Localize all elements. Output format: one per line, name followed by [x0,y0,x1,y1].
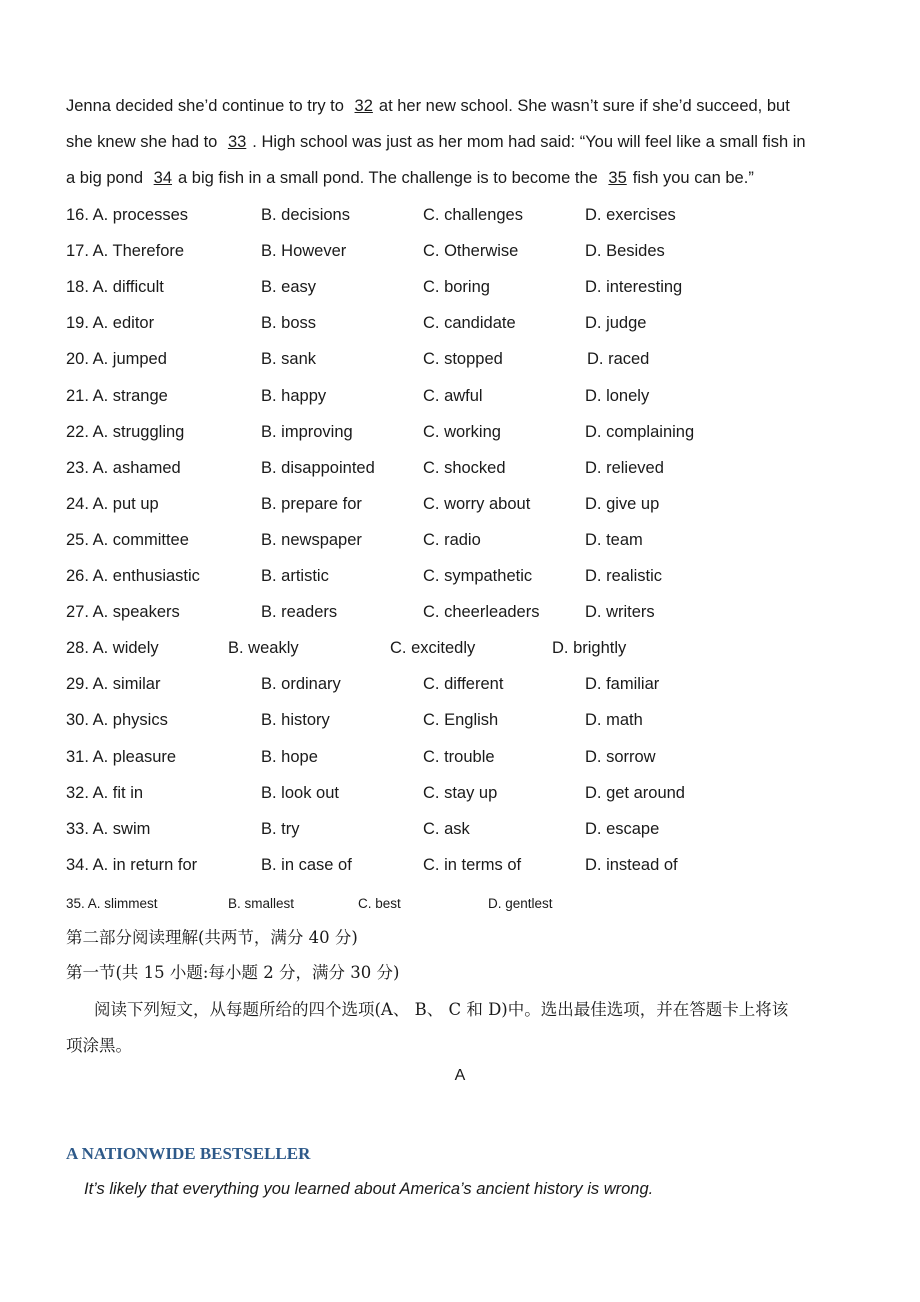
option-c: C. radio [423,530,481,549]
question-number: 34. [66,855,89,874]
question-row [66,494,159,514]
option-b: B. However [261,242,347,261]
option-d: D. raced [587,350,650,369]
option-c: C. stopped [423,350,503,369]
passage-line-2: she knew she had to 33 . High school was just as her mom had said: “You will feel like a small fish in [66,133,806,151]
option-d: D. judge [585,314,647,333]
question-row [66,674,160,694]
option-c: C. excitedly [390,639,476,658]
question-number: 30. [66,711,89,730]
question-number: 33. [66,819,89,838]
question-row [66,205,188,225]
option-c: C. candidate [423,314,516,333]
question-row [66,277,164,297]
option-c: C. ask [423,819,470,838]
option-b: B. boss [261,314,317,333]
option-a: A. fit in [92,783,144,802]
option-a: A. slimmest [87,895,158,911]
option-d: D. get around [585,783,685,802]
question-number: 29. [66,675,89,694]
section1-title: 第一节(共 15 小题:每小题 2 分，满分 30 分) [66,963,400,982]
option-b: B. readers [261,603,338,622]
question-row [66,855,197,875]
question-number: 23. [66,458,89,477]
option-a: A. speakers [92,603,180,622]
option-d: D. sorrow [585,747,656,766]
option-a: A. editor [92,314,155,333]
option-d: D. gentlest [488,895,553,911]
option-d: D. complaining [585,422,695,441]
question-row [66,819,150,839]
option-c: C. in terms of [423,855,522,874]
question-row [66,783,143,803]
question-row [66,313,154,333]
option-a: A. in return for [92,855,198,874]
option-a: A. Therefore [92,242,185,261]
question-number: 17. [66,242,89,261]
option-d: D. lonely [585,386,650,405]
option-b: B. try [261,819,300,838]
option-c: C. shocked [423,458,506,477]
option-c: C. working [423,422,501,441]
option-b: B. artistic [261,567,329,585]
option-d: D. instead of [585,855,678,874]
option-d: D. exercises [585,206,676,224]
option-b: B. decisions [261,206,350,224]
option-a: A. difficult [92,278,164,297]
question-row [66,530,189,550]
question-number: 26. [66,567,89,585]
question-row [66,458,181,478]
question-number: 24. [66,494,89,513]
article-tagline: It’s likely that everything you learned about America’s ancient history is wrong. [84,1180,654,1198]
instructions-line-1: 阅读下列短文，从每题所给的四个选项(A、 B、 C 和 D)中。选出最佳选项，并在答题卡上将该 [94,1000,789,1019]
option-a: A. similar [92,675,161,694]
blank-32: 32 [354,97,373,115]
passage-letter: A [454,1067,466,1084]
option-d: D. relieved [585,458,664,477]
option-c: C. sympathetic [423,567,533,585]
question-number: 28. [66,639,89,658]
option-a: A. committee [92,530,189,549]
option-a: A. ashamed [92,458,181,477]
option-c: C. Otherwise [423,242,519,261]
option-c: C. boring [423,278,490,297]
part2-title: 第二部分阅读理解(共两节，满分 40 分) [66,928,358,947]
passage-line-1: Jenna decided she’d continue to try to 32 at her new school. She wasn’t sure if she’d succeed, but [66,97,790,115]
option-d: D. writers [585,603,655,622]
option-d: D. math [585,711,643,730]
option-a: A. enthusiastic [92,567,200,585]
option-a: A. put up [92,494,159,513]
option-d: D. realistic [585,567,663,585]
question-row [66,349,167,369]
option-a: A. swim [92,819,151,838]
article-heading: A NATIONWIDE BESTSELLER [66,1144,311,1163]
blank-33: 33 [227,133,247,151]
option-d: D. brightly [552,639,627,658]
option-c: C. different [423,675,504,694]
question-number: 31. [66,747,89,766]
option-b: B. easy [261,278,317,297]
option-c: C. best [358,895,401,911]
option-b: B. ordinary [261,675,341,694]
question-row [66,602,180,622]
option-a: A. strange [92,386,168,405]
question-number: 35. [66,895,85,911]
option-a: A. processes [92,206,188,224]
question-number: 19. [66,314,89,333]
blank-35: 35 [608,169,627,187]
question-row [66,241,184,261]
option-c: C. worry about [423,494,531,513]
question-row [66,566,200,586]
option-b: B. happy [261,386,327,405]
question-number: 21. [66,386,89,405]
option-b: B. look out [261,783,339,802]
question-row [66,638,159,658]
option-a: A. struggling [92,422,185,441]
option-d: D. give up [585,494,660,513]
option-c: C. stay up [423,783,498,802]
option-c: C. challenges [423,206,523,224]
question-number: 25. [66,530,89,549]
option-a: A. physics [92,711,168,730]
option-b: B. hope [261,747,318,766]
option-b: B. prepare for [261,494,362,513]
question-number: 22. [66,422,89,441]
question-row [66,747,176,767]
option-b: B. newspaper [261,530,362,549]
option-b: B. improving [261,422,353,441]
question-row [66,422,184,442]
question-number: 16. [66,206,89,224]
option-d: D. interesting [585,278,683,297]
option-b: B. history [261,711,330,730]
option-d: D. team [585,530,643,549]
option-d: D. familiar [585,675,660,694]
option-c: C. English [423,711,499,730]
option-c: C. awful [423,386,483,405]
option-b: B. disappointed [261,458,375,477]
option-a: A. jumped [92,350,167,369]
option-c: C. trouble [423,747,495,766]
question-row [66,386,168,406]
option-c: C. cheerleaders [423,603,540,622]
option-d: D. Besides [585,242,665,261]
option-b: B. smallest [228,895,295,911]
question-number: 32. [66,783,89,802]
question-row [66,710,168,730]
instructions-line-2: 项涂黑。 [66,1036,132,1055]
question-number: 20. [66,350,89,369]
option-b: B. in case of [261,855,352,874]
option-a: A. pleasure [92,747,177,766]
blank-34: 34 [153,169,173,187]
option-d: D. escape [585,819,660,838]
question-number: 18. [66,278,89,297]
option-a: A. widely [92,639,159,658]
question-row [66,894,158,914]
question-number: 27. [66,603,89,622]
option-b: B. sank [261,350,317,369]
option-b: B. weakly [228,639,299,658]
passage-line-3: a big pond 34 a big fish in a small pond. The challenge is to become the 35 fish you can be.” [66,169,754,187]
